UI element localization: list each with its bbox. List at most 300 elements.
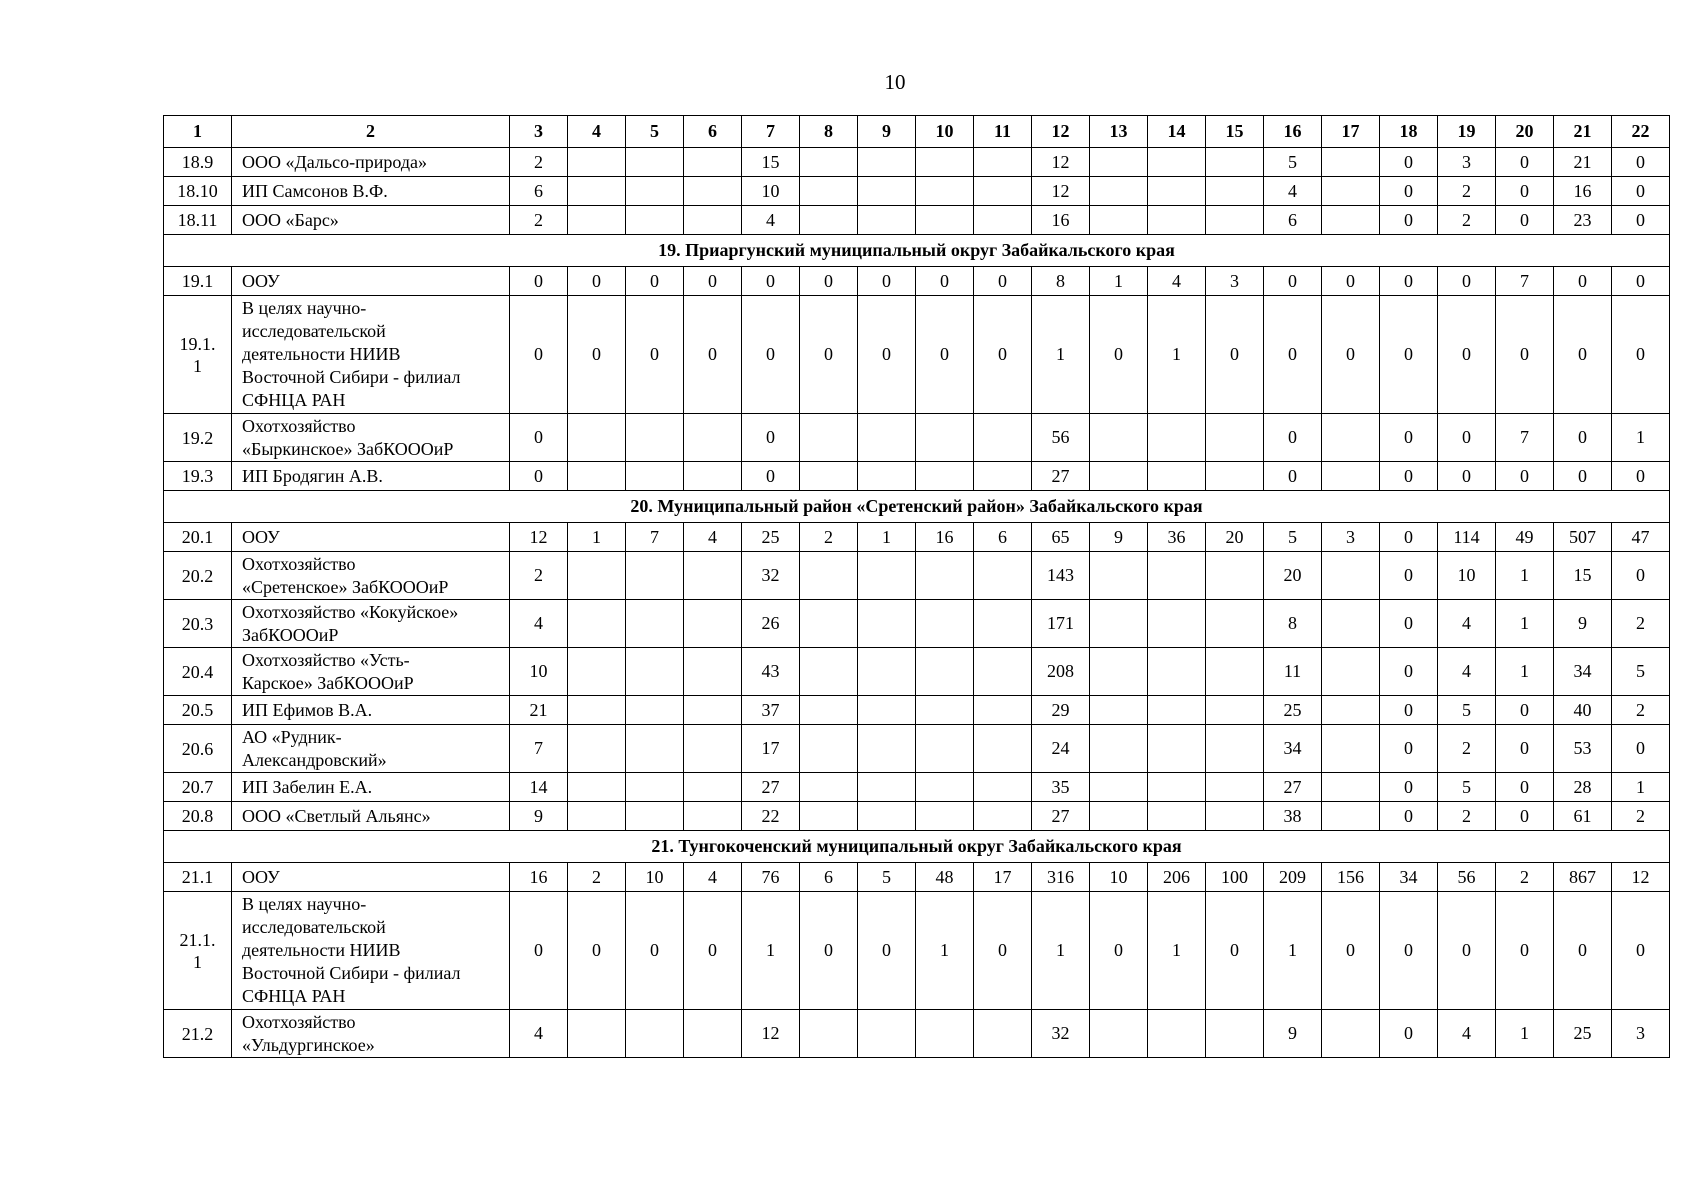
value-cell: 0 <box>1322 267 1380 296</box>
value-cell: 12 <box>1612 863 1670 892</box>
value-cell: 0 <box>1380 696 1438 725</box>
value-cell: 0 <box>1090 892 1148 1010</box>
value-cell: 0 <box>1554 414 1612 462</box>
value-cell <box>1206 648 1264 696</box>
value-cell <box>974 600 1032 648</box>
value-cell <box>1206 725 1264 773</box>
row-number: 20.1 <box>164 523 232 552</box>
value-cell <box>916 773 974 802</box>
row-number: 20.8 <box>164 802 232 831</box>
value-cell <box>1090 206 1148 235</box>
value-cell: 0 <box>974 267 1032 296</box>
value-cell: 0 <box>1380 892 1438 1010</box>
value-cell <box>626 648 684 696</box>
table-row <box>164 725 1670 773</box>
value-cell: 0 <box>684 267 742 296</box>
value-cell: 0 <box>1612 267 1670 296</box>
value-cell <box>800 648 858 696</box>
value-cell <box>1322 177 1380 206</box>
table-row <box>164 552 1670 600</box>
value-cell: 0 <box>510 414 568 462</box>
column-header: 1 <box>164 116 232 148</box>
value-cell: 53 <box>1554 725 1612 773</box>
value-cell: 0 <box>1554 267 1612 296</box>
row-number: 20.4 <box>164 648 232 696</box>
value-cell: 0 <box>1380 414 1438 462</box>
value-cell: 10 <box>1438 552 1496 600</box>
value-cell: 4 <box>684 863 742 892</box>
value-cell <box>684 696 742 725</box>
value-cell: 0 <box>916 267 974 296</box>
value-cell: 2 <box>510 552 568 600</box>
value-cell: 25 <box>742 523 800 552</box>
value-cell <box>626 462 684 491</box>
value-cell: 0 <box>1380 802 1438 831</box>
value-cell <box>1148 648 1206 696</box>
value-cell: 0 <box>1380 725 1438 773</box>
value-cell <box>1206 773 1264 802</box>
value-cell: 0 <box>1264 267 1322 296</box>
section-title: 21. Тунгокоченский муниципальный округ Забайкальского края <box>164 831 1670 863</box>
value-cell: 10 <box>742 177 800 206</box>
value-cell: 27 <box>742 773 800 802</box>
value-cell: 9 <box>1090 523 1148 552</box>
value-cell <box>1322 648 1380 696</box>
value-cell <box>1148 206 1206 235</box>
value-cell: 65 <box>1032 523 1090 552</box>
section-title: 20. Муниципальный район «Сретенский район» Забайкальского края <box>164 491 1670 523</box>
value-cell <box>916 802 974 831</box>
value-cell <box>684 414 742 462</box>
value-cell: 0 <box>1380 773 1438 802</box>
value-cell: 4 <box>510 1010 568 1058</box>
value-cell: 26 <box>742 600 800 648</box>
table-row <box>164 802 1670 831</box>
value-cell <box>1090 1010 1148 1058</box>
value-cell: 2 <box>1612 802 1670 831</box>
column-header: 10 <box>916 116 974 148</box>
value-cell <box>800 177 858 206</box>
value-cell: 8 <box>1032 267 1090 296</box>
value-cell: 6 <box>974 523 1032 552</box>
value-cell <box>1148 1010 1206 1058</box>
table-row <box>164 648 1670 696</box>
value-cell <box>684 177 742 206</box>
value-cell: 34 <box>1554 648 1612 696</box>
value-cell: 2 <box>568 863 626 892</box>
value-cell: 16 <box>1032 206 1090 235</box>
value-cell <box>858 725 916 773</box>
value-cell: 49 <box>1496 523 1554 552</box>
value-cell: 0 <box>1380 462 1438 491</box>
value-cell: 4 <box>510 600 568 648</box>
value-cell: 4 <box>1438 1010 1496 1058</box>
value-cell: 0 <box>1090 296 1148 414</box>
column-header: 11 <box>974 116 1032 148</box>
value-cell <box>1322 802 1380 831</box>
value-cell <box>858 148 916 177</box>
value-cell <box>684 725 742 773</box>
value-cell: 25 <box>1264 696 1322 725</box>
value-cell <box>800 696 858 725</box>
value-cell <box>1322 773 1380 802</box>
value-cell <box>568 552 626 600</box>
row-name: Охотхозяйство «Сретенское» ЗабКОООиР <box>232 552 510 600</box>
value-cell: 2 <box>1438 725 1496 773</box>
value-cell <box>974 462 1032 491</box>
value-cell <box>1322 462 1380 491</box>
value-cell <box>568 725 626 773</box>
value-cell: 0 <box>1264 296 1322 414</box>
value-cell <box>626 414 684 462</box>
value-cell: 0 <box>974 296 1032 414</box>
value-cell: 12 <box>742 1010 800 1058</box>
value-cell: 0 <box>1380 1010 1438 1058</box>
value-cell: 867 <box>1554 863 1612 892</box>
value-cell: 5 <box>1438 696 1496 725</box>
value-cell: 0 <box>1380 206 1438 235</box>
value-cell <box>684 802 742 831</box>
value-cell <box>916 552 974 600</box>
value-cell <box>684 1010 742 1058</box>
row-name: ООУ <box>232 863 510 892</box>
value-cell: 20 <box>1206 523 1264 552</box>
value-cell: 7 <box>510 725 568 773</box>
value-cell <box>916 206 974 235</box>
column-header: 4 <box>568 116 626 148</box>
value-cell: 0 <box>1496 296 1554 414</box>
value-cell: 0 <box>858 892 916 1010</box>
value-cell: 32 <box>1032 1010 1090 1058</box>
value-cell: 0 <box>1322 296 1380 414</box>
value-cell: 206 <box>1148 863 1206 892</box>
row-number: 19.1 <box>164 267 232 296</box>
value-cell: 0 <box>800 892 858 1010</box>
value-cell: 0 <box>742 462 800 491</box>
value-cell <box>1322 148 1380 177</box>
value-cell: 0 <box>1380 600 1438 648</box>
row-number: 19.1. 1 <box>164 296 232 414</box>
value-cell: 0 <box>1380 552 1438 600</box>
value-cell <box>626 802 684 831</box>
row-name: Охотхозяйство «Ульдургинское» <box>232 1010 510 1058</box>
value-cell: 12 <box>1032 148 1090 177</box>
value-cell: 10 <box>626 863 684 892</box>
row-number: 20.2 <box>164 552 232 600</box>
row-name: ИП Ефимов В.А. <box>232 696 510 725</box>
section-row <box>164 235 1670 267</box>
value-cell: 14 <box>510 773 568 802</box>
value-cell <box>858 206 916 235</box>
value-cell <box>568 206 626 235</box>
value-cell: 76 <box>742 863 800 892</box>
row-name: Охотхозяйство «Кокуйское» ЗабКОООиР <box>232 600 510 648</box>
value-cell: 4 <box>1438 648 1496 696</box>
value-cell <box>1206 462 1264 491</box>
value-cell: 9 <box>1264 1010 1322 1058</box>
value-cell: 36 <box>1148 523 1206 552</box>
value-cell: 3 <box>1206 267 1264 296</box>
section-row <box>164 831 1670 863</box>
value-cell: 3 <box>1612 1010 1670 1058</box>
value-cell <box>684 600 742 648</box>
value-cell: 9 <box>1554 600 1612 648</box>
row-name: ООУ <box>232 523 510 552</box>
value-cell <box>1148 462 1206 491</box>
data-table <box>163 115 1670 1058</box>
value-cell <box>974 1010 1032 1058</box>
value-cell: 5 <box>1264 148 1322 177</box>
table-row <box>164 462 1670 491</box>
value-cell <box>974 648 1032 696</box>
table-row <box>164 1010 1670 1058</box>
value-cell: 4 <box>684 523 742 552</box>
value-cell <box>974 148 1032 177</box>
table-row <box>164 296 1670 414</box>
column-header: 22 <box>1612 116 1670 148</box>
column-header: 20 <box>1496 116 1554 148</box>
value-cell <box>858 177 916 206</box>
value-cell: 0 <box>510 267 568 296</box>
value-cell: 0 <box>1496 148 1554 177</box>
value-cell: 0 <box>1612 206 1670 235</box>
value-cell <box>800 1010 858 1058</box>
value-cell: 0 <box>916 296 974 414</box>
value-cell: 2 <box>1438 206 1496 235</box>
value-cell: 1 <box>858 523 916 552</box>
value-cell: 0 <box>1496 206 1554 235</box>
table-row <box>164 414 1670 462</box>
value-cell <box>568 177 626 206</box>
value-cell: 0 <box>800 267 858 296</box>
value-cell: 23 <box>1554 206 1612 235</box>
value-cell <box>626 696 684 725</box>
row-name: ООО «Дальсо-природа» <box>232 148 510 177</box>
value-cell <box>1090 552 1148 600</box>
value-cell <box>1322 206 1380 235</box>
section-row <box>164 491 1670 523</box>
page-number: 10 <box>884 70 906 94</box>
value-cell: 16 <box>1554 177 1612 206</box>
value-cell: 1 <box>1612 773 1670 802</box>
value-cell: 0 <box>1206 892 1264 1010</box>
value-cell <box>916 600 974 648</box>
section-title: 19. Приаргунский муниципальный округ Забайкальского края <box>164 235 1670 267</box>
value-cell: 1 <box>1148 296 1206 414</box>
value-cell: 2 <box>1438 802 1496 831</box>
value-cell <box>1322 552 1380 600</box>
table-row <box>164 206 1670 235</box>
value-cell: 0 <box>1612 462 1670 491</box>
value-cell: 0 <box>626 296 684 414</box>
value-cell <box>1206 802 1264 831</box>
value-cell <box>626 725 684 773</box>
column-header: 7 <box>742 116 800 148</box>
value-cell <box>1322 696 1380 725</box>
value-cell: 11 <box>1264 648 1322 696</box>
value-cell: 1 <box>1090 267 1148 296</box>
value-cell <box>858 600 916 648</box>
value-cell <box>1206 696 1264 725</box>
row-number: 19.2 <box>164 414 232 462</box>
value-cell: 0 <box>800 296 858 414</box>
value-cell: 0 <box>1554 892 1612 1010</box>
value-cell: 0 <box>1496 802 1554 831</box>
value-cell: 27 <box>1032 462 1090 491</box>
value-cell: 0 <box>626 892 684 1010</box>
value-cell <box>800 148 858 177</box>
value-cell <box>1090 414 1148 462</box>
value-cell: 1 <box>568 523 626 552</box>
value-cell: 2 <box>800 523 858 552</box>
value-cell <box>800 414 858 462</box>
value-cell: 143 <box>1032 552 1090 600</box>
value-cell: 0 <box>1438 892 1496 1010</box>
value-cell <box>974 414 1032 462</box>
value-cell: 9 <box>510 802 568 831</box>
value-cell: 1 <box>1496 1010 1554 1058</box>
value-cell <box>568 462 626 491</box>
value-cell <box>1090 773 1148 802</box>
value-cell: 3 <box>1322 523 1380 552</box>
value-cell <box>974 177 1032 206</box>
value-cell <box>858 773 916 802</box>
value-cell <box>684 552 742 600</box>
value-cell <box>684 648 742 696</box>
value-cell: 56 <box>1032 414 1090 462</box>
value-cell <box>568 696 626 725</box>
row-name: ИП Бродягин А.В. <box>232 462 510 491</box>
table-row <box>164 600 1670 648</box>
column-header: 17 <box>1322 116 1380 148</box>
value-cell <box>626 1010 684 1058</box>
value-cell: 3 <box>1438 148 1496 177</box>
value-cell: 100 <box>1206 863 1264 892</box>
value-cell <box>684 462 742 491</box>
value-cell: 0 <box>510 892 568 1010</box>
value-cell: 1 <box>1148 892 1206 1010</box>
value-cell: 0 <box>684 296 742 414</box>
value-cell: 0 <box>1612 148 1670 177</box>
value-cell <box>1148 600 1206 648</box>
row-number: 19.3 <box>164 462 232 491</box>
value-cell <box>800 773 858 802</box>
value-cell: 7 <box>626 523 684 552</box>
value-cell <box>1206 148 1264 177</box>
value-cell: 0 <box>1264 414 1322 462</box>
value-cell: 208 <box>1032 648 1090 696</box>
value-cell: 0 <box>974 892 1032 1010</box>
value-cell: 34 <box>1380 863 1438 892</box>
value-cell: 0 <box>1206 296 1264 414</box>
value-cell: 0 <box>858 296 916 414</box>
value-cell: 20 <box>1264 552 1322 600</box>
value-cell: 40 <box>1554 696 1612 725</box>
value-cell: 56 <box>1438 863 1496 892</box>
row-number: 18.9 <box>164 148 232 177</box>
value-cell: 0 <box>742 296 800 414</box>
value-cell: 209 <box>1264 863 1322 892</box>
value-cell: 7 <box>1496 267 1554 296</box>
value-cell: 15 <box>1554 552 1612 600</box>
value-cell: 316 <box>1032 863 1090 892</box>
value-cell <box>858 414 916 462</box>
value-cell: 34 <box>1264 725 1322 773</box>
value-cell: 43 <box>742 648 800 696</box>
value-cell <box>974 773 1032 802</box>
column-header: 18 <box>1380 116 1438 148</box>
row-number: 21.1. 1 <box>164 892 232 1010</box>
value-cell <box>626 600 684 648</box>
value-cell <box>974 206 1032 235</box>
value-cell: 61 <box>1554 802 1612 831</box>
value-cell <box>1148 802 1206 831</box>
value-cell <box>684 773 742 802</box>
value-cell <box>974 696 1032 725</box>
value-cell <box>916 177 974 206</box>
value-cell <box>1148 552 1206 600</box>
value-cell: 1 <box>1496 600 1554 648</box>
value-cell: 0 <box>1612 296 1670 414</box>
value-cell: 0 <box>1612 725 1670 773</box>
value-cell: 1 <box>742 892 800 1010</box>
value-cell: 10 <box>1090 863 1148 892</box>
value-cell: 0 <box>1438 462 1496 491</box>
value-cell: 0 <box>742 267 800 296</box>
value-cell: 0 <box>1612 552 1670 600</box>
value-cell: 35 <box>1032 773 1090 802</box>
row-number: 18.10 <box>164 177 232 206</box>
value-cell: 1 <box>1612 414 1670 462</box>
value-cell <box>916 414 974 462</box>
value-cell <box>1322 600 1380 648</box>
value-cell: 6 <box>510 177 568 206</box>
value-cell <box>858 1010 916 1058</box>
value-cell: 4 <box>1148 267 1206 296</box>
value-cell: 0 <box>1612 892 1670 1010</box>
column-header: 6 <box>684 116 742 148</box>
value-cell: 12 <box>510 523 568 552</box>
value-cell: 156 <box>1322 863 1380 892</box>
value-cell <box>626 177 684 206</box>
value-cell <box>800 600 858 648</box>
value-cell: 0 <box>1554 462 1612 491</box>
value-cell: 1 <box>1032 296 1090 414</box>
value-cell: 8 <box>1264 600 1322 648</box>
value-cell: 6 <box>800 863 858 892</box>
row-name: В целях научно- исследовательской деятельности НИИВ Восточной Сибири - филиал СФНЦА РАН <box>232 296 510 414</box>
row-name: Охотхозяйство «Усть- Карское» ЗабКОООиР <box>232 648 510 696</box>
value-cell <box>974 552 1032 600</box>
value-cell <box>858 648 916 696</box>
value-cell: 38 <box>1264 802 1322 831</box>
value-cell: 28 <box>1554 773 1612 802</box>
column-header: 16 <box>1264 116 1322 148</box>
value-cell <box>1090 148 1148 177</box>
value-cell <box>568 802 626 831</box>
value-cell <box>1090 177 1148 206</box>
value-cell <box>800 206 858 235</box>
table-row <box>164 267 1670 296</box>
value-cell <box>684 148 742 177</box>
column-header: 19 <box>1438 116 1496 148</box>
value-cell: 0 <box>1496 177 1554 206</box>
value-cell: 1 <box>1032 892 1090 1010</box>
value-cell: 16 <box>916 523 974 552</box>
value-cell: 0 <box>1380 267 1438 296</box>
row-number: 20.3 <box>164 600 232 648</box>
value-cell <box>568 648 626 696</box>
